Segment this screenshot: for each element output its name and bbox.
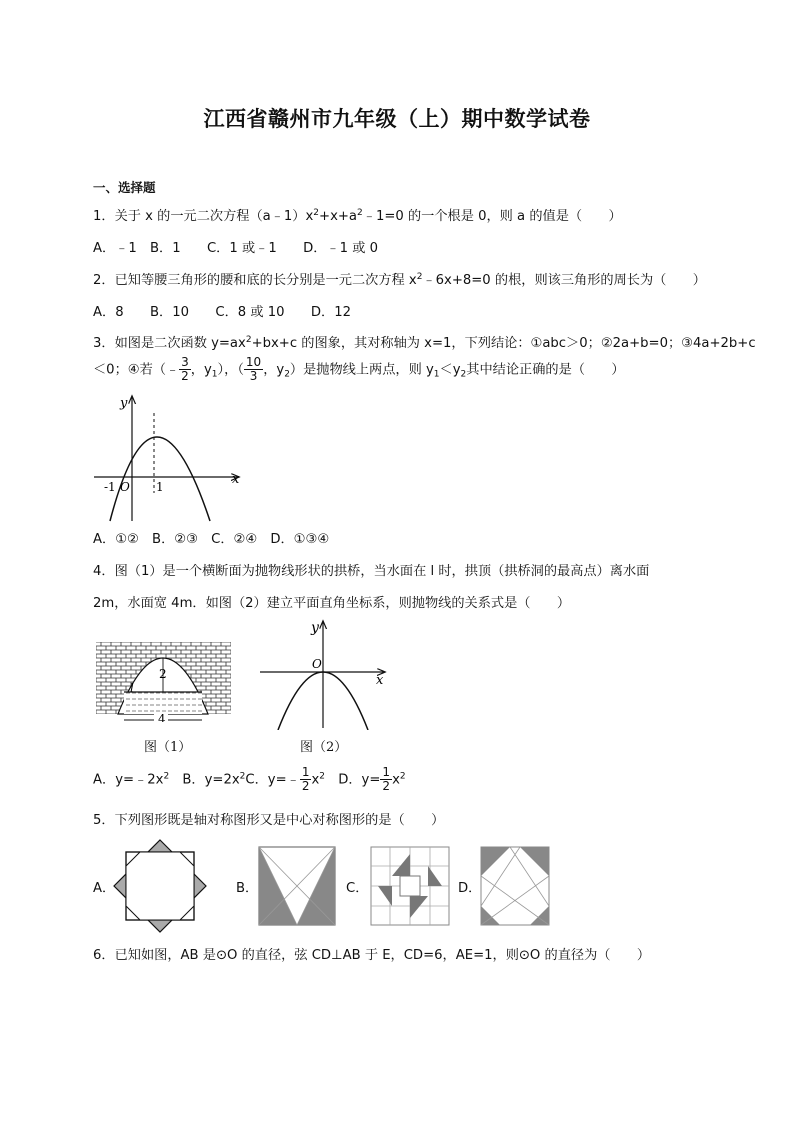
fraction-10-3: $\frac{10}{3}$ (245, 355, 262, 383)
option-b-label: B． (236, 881, 259, 896)
question-2-options: A．8 B．10 C．8 或 10 D．12 (93, 305, 351, 320)
option-b-figure (258, 846, 336, 926)
question-3-line-1: 3．如图是二次函数 $y=ax^2+bx+c$ 的图象，其对称轴为 x=1，下列结论：①abc＞0；②2a+b=0；③4a+2b+c (93, 335, 756, 351)
svg-text:4: 4 (158, 712, 166, 722)
svg-text:x: x (376, 673, 384, 688)
question-6: 6．已知如图，AB 是⊙O 的直径，弦 CD⊥AB 于 E，CD=6，AE=1，则⊙O 的直径为（ ） (93, 948, 651, 963)
figure-1-caption: 图（1） (144, 740, 192, 755)
option-c-figure (370, 846, 450, 926)
svg-text:y: y (120, 396, 128, 411)
parabola-graph-fig2 (256, 618, 391, 730)
question-2: 2．已知等腰三角形的腰和底的长分别是一元二次方程 $x^2﹣6x+8=0$ 的根，则该三角形的周长为（ ） (93, 272, 706, 288)
question-1-options: A．﹣1 B．1 C．1 或﹣1 D．﹣1 或 0 (93, 241, 378, 256)
svg-text:O: O (120, 480, 130, 494)
figure-2-caption: 图（2） (300, 740, 348, 755)
option-d-figure (480, 846, 550, 926)
parabola-curve (110, 437, 210, 521)
section-heading: 一、选择题 (93, 180, 156, 195)
question-4-line-2: 2m，水面宽 4m．如图（2）建立平面直角坐标系，则抛物线的关系式是（ ） (93, 596, 571, 611)
fraction-3-2: $\frac{3}{2}$ (181, 355, 189, 383)
question-1: 1．关于 x 的一元二次方程$(a﹣1)x^2+x+a^2﹣1=0$ 的一个根是 0，则 a 的值是（ ） (93, 208, 622, 224)
option-a-label: A． (93, 881, 116, 896)
option-a-figure (112, 838, 208, 934)
svg-text:y: y (311, 620, 319, 636)
question-3-options: A．①② B．②③ C．②④ D．①③④ (93, 532, 330, 547)
page-title: 江西省赣州市九年级（上）期中数学试卷 (203, 107, 591, 131)
svg-text:l: l (130, 681, 134, 695)
question-4-line-1: 4．图（1）是一个横断面为抛物线形状的拱桥，当水面在 l 时，拱顶（拱桥洞的最高点）离水面 (93, 564, 650, 579)
svg-text:2: 2 (159, 667, 167, 681)
parabola-graph-q3 (92, 393, 252, 523)
question-3-line-2: ＜0；④若（﹣ $\frac{3}{2}$ ，$y_1$），（ $\frac{10}{3}$ ，$y_2$）是抛物线上两点，则 $y_1<y_2$其中结论正确的是（ ） (93, 355, 625, 383)
option-d-label: D． (458, 881, 482, 896)
svg-text:x: x (232, 472, 240, 487)
svg-text:1: 1 (156, 480, 164, 494)
svg-text:O: O (312, 657, 322, 671)
bridge-figure-1 (96, 642, 231, 722)
option-c-label: C． (346, 881, 369, 896)
question-5: 5．下列图形既是轴对称图形又是中心对称图形的是（ ） (93, 813, 445, 828)
question-4-options: A．$y=﹣2x^2$ B．$y=2x^2C$．y=﹣ $\frac{1}{2}$ $x^2$ D．y= $\frac{1}{2}$ $x^2$ (93, 765, 406, 793)
svg-text:-1: -1 (104, 480, 116, 494)
